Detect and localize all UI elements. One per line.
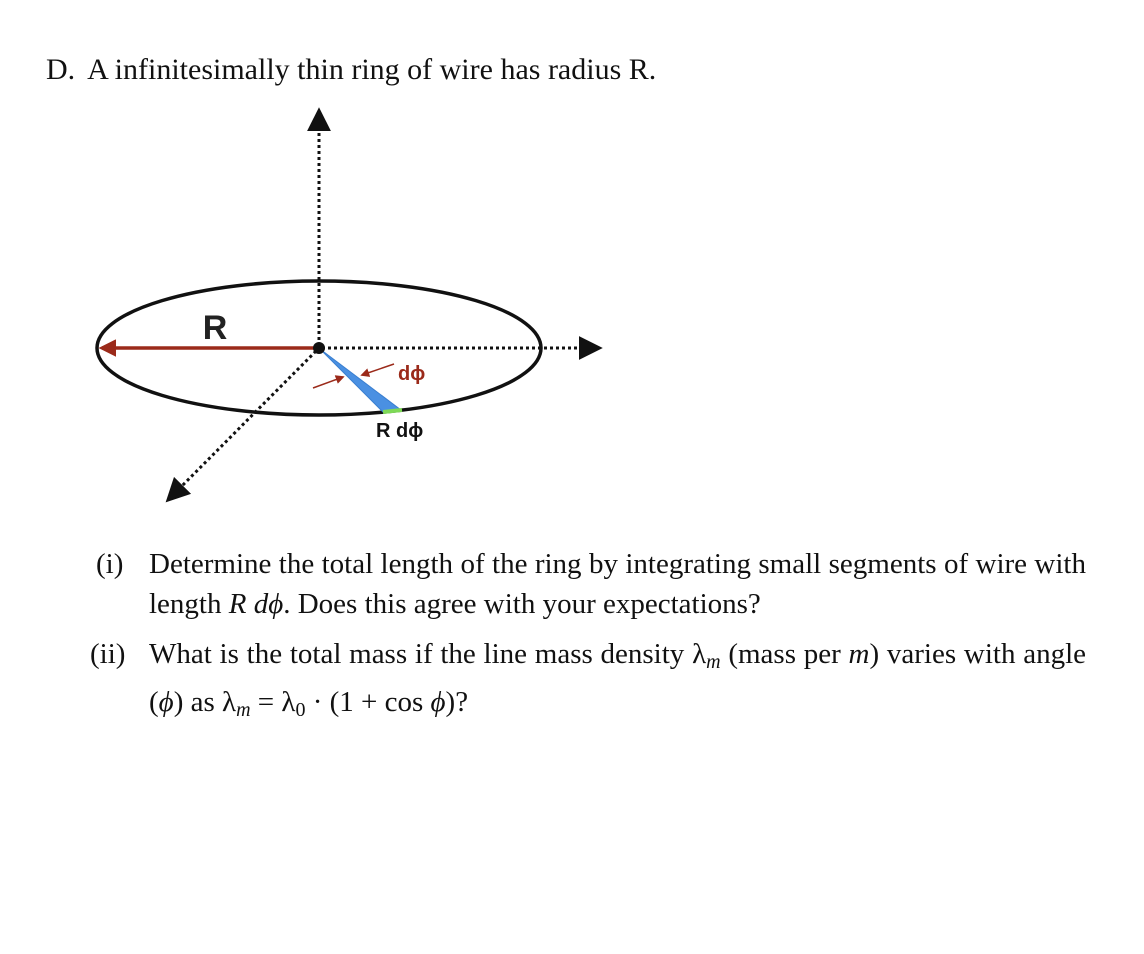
y-axis-line — [169, 351, 316, 499]
angle-label: dϕ — [398, 363, 426, 385]
lambda-subscript-0: 0 — [295, 699, 306, 721]
lambda-subscript-m: m — [706, 651, 721, 673]
question-i-text-before: Determine the total length of the ring by integrating small segments of wire with length — [149, 548, 1086, 620]
question-text — [149, 634, 1086, 730]
radius-label: R — [202, 309, 228, 347]
dphi-arrow-right — [362, 364, 394, 375]
question-marker: (ii) — [90, 638, 126, 670]
question-ii-text-4: ) as — [173, 686, 223, 718]
question-ii-text-1: What is the total mass if the line mass density — [149, 638, 693, 670]
question-ii-text-2: (mass per — [720, 638, 849, 670]
phi-symbol: ϕ — [430, 686, 446, 718]
question-text — [149, 544, 1086, 624]
arc-segment — [383, 410, 402, 412]
question-i — [96, 544, 1086, 624]
equals-sign: = — [250, 686, 282, 718]
per-unit-m: m — [848, 638, 870, 670]
question-ii-text-3: ) varies with angle ( — [149, 638, 1087, 718]
problem-statement: A infinitesimally thin ring of wire has radius R. — [87, 53, 657, 86]
phi-symbol: ϕ — [158, 686, 174, 718]
arc-length-label: R dϕ — [376, 420, 424, 442]
question-marker: (i) — [96, 548, 124, 580]
problem-letter: D. — [46, 53, 76, 86]
segment-length-math: R dϕ — [228, 588, 284, 620]
lambda-subscript-m: m — [236, 699, 251, 721]
origin-dot — [313, 342, 325, 354]
lambda-symbol: λ — [692, 638, 707, 670]
question-ii — [90, 634, 1087, 730]
question-list — [90, 544, 1087, 740]
lambda-symbol: λ — [222, 686, 237, 718]
question-ii-text-6: )? — [445, 686, 469, 718]
question-ii-text-5: · (1 + cos — [305, 686, 431, 718]
dphi-arrow-left — [313, 377, 343, 388]
question-i-text-after: . Does this agree with your expectations? — [283, 588, 761, 620]
lambda-symbol: λ — [281, 686, 296, 718]
